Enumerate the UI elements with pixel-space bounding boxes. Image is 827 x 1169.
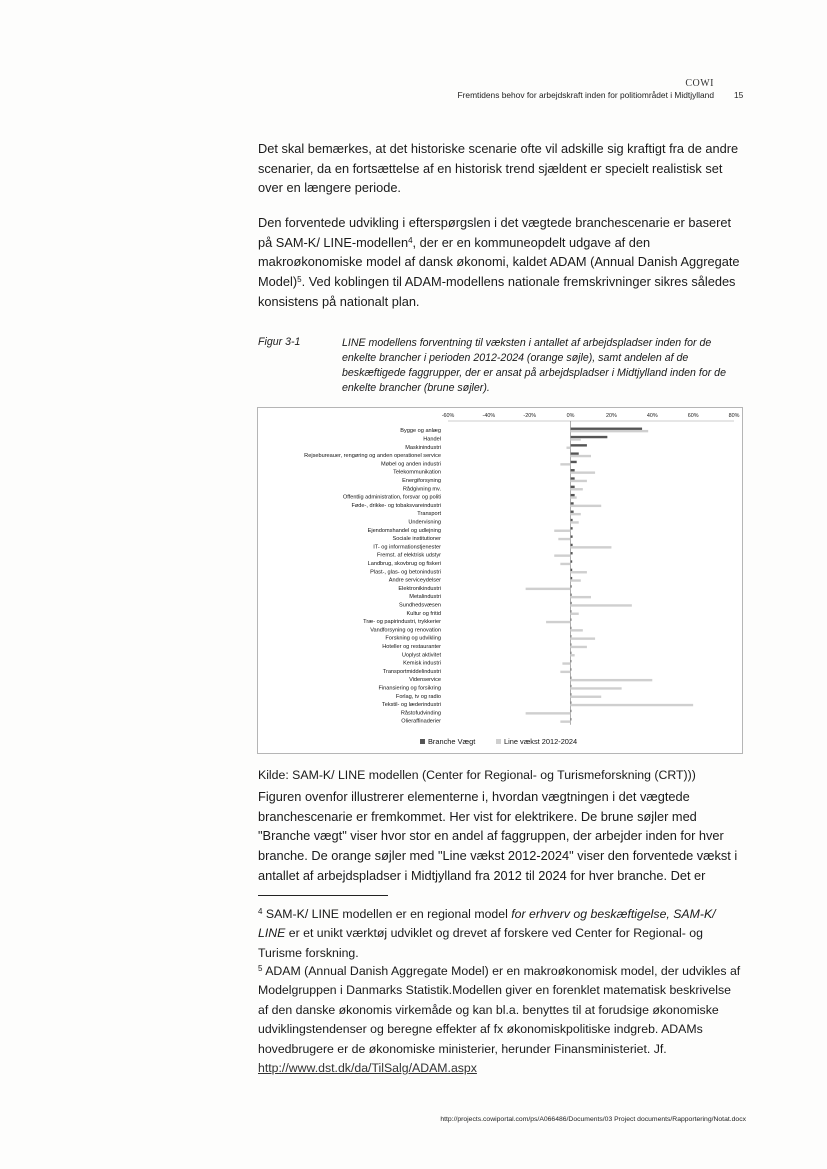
bar-line-vaekst xyxy=(571,604,632,606)
bar-branche-vaegt xyxy=(571,560,573,562)
chart-container xyxy=(257,407,743,754)
bar-line-vaekst xyxy=(571,430,649,432)
category-label: Kemisk industri xyxy=(403,660,441,667)
x-tick-label: 20% xyxy=(606,413,617,419)
bar-branche-vaegt xyxy=(571,569,573,571)
category-label: Elektronikindustri xyxy=(398,585,441,592)
bar-line-vaekst xyxy=(566,447,570,449)
footnote-ref-4[interactable]: 4 xyxy=(408,235,413,245)
bar-line-vaekst xyxy=(560,671,570,673)
category-label: Energiforsyning xyxy=(402,477,441,484)
legend-label-line-vaekst: Line vækst 2012-2024 xyxy=(504,737,578,746)
bar-branche-vaegt xyxy=(571,643,572,645)
bar-line-vaekst xyxy=(554,554,570,556)
category-label: Offentlig administration, forsvar og politi xyxy=(342,494,441,501)
footnote-text: SAM-K/ LINE modellen er en regional model xyxy=(262,907,512,921)
bar-branche-vaegt xyxy=(571,452,579,454)
category-label: Handel xyxy=(423,436,441,443)
bar-branche-vaegt xyxy=(571,544,573,546)
bar-branche-vaegt xyxy=(571,660,572,662)
footnote-divider xyxy=(258,895,388,896)
category-label: Maskinindustri xyxy=(405,444,441,451)
bar-branche-vaegt xyxy=(571,710,572,712)
bar-branche-vaegt xyxy=(571,461,577,463)
figure-number: Figur 3-1 xyxy=(258,336,301,348)
category-label: Forskning og udvikling xyxy=(385,635,441,642)
bar-branche-vaegt xyxy=(571,552,573,554)
bar-branche-vaegt xyxy=(571,486,575,488)
bar-branche-vaegt xyxy=(571,652,572,654)
category-label: Telekommunikation xyxy=(393,469,441,476)
category-label: Kultur og fritid xyxy=(406,610,441,617)
bar-branche-vaegt xyxy=(571,627,572,629)
category-label: Råstofudvinding xyxy=(400,710,441,717)
bar-line-vaekst xyxy=(571,629,583,631)
category-label: Tekstil- og læderindustri xyxy=(381,702,441,709)
bar-line-vaekst xyxy=(571,455,591,457)
category-label: Bygge og anlæg xyxy=(400,428,441,435)
bar-branche-vaegt xyxy=(571,701,572,703)
x-tick-label: 0% xyxy=(566,413,575,419)
bar-line-vaekst xyxy=(571,496,577,498)
bar-branche-vaegt xyxy=(571,519,573,521)
bar-branche-vaegt xyxy=(571,677,572,679)
category-label: Transport xyxy=(417,511,441,518)
category-label: Fremst. af elektrisk udstyr xyxy=(376,552,441,559)
bar-branche-vaegt xyxy=(571,635,572,637)
bar-branche-vaegt xyxy=(571,502,574,504)
bar-line-vaekst xyxy=(571,579,581,581)
bar-branche-vaegt xyxy=(571,718,572,720)
bar-branche-vaegt xyxy=(571,610,572,612)
category-label: Hoteller og restauranter xyxy=(382,643,441,650)
adam-link[interactable]: http://www.dst.dk/da/TilSalg/ADAM.aspx xyxy=(258,1061,477,1076)
bar-line-vaekst xyxy=(560,720,570,722)
page-number: 15 xyxy=(734,90,744,100)
bar-line-vaekst xyxy=(571,596,591,598)
bar-branche-vaegt xyxy=(571,511,574,513)
category-label: Møbel og anden industri xyxy=(380,461,441,468)
bar-branche-vaegt xyxy=(571,444,587,446)
paragraph-text: . Ved koblingen til ADAM-modellens nationale fremskrivninger sikres således konsistens på nationalt plan. xyxy=(258,274,736,309)
bar-line-vaekst xyxy=(562,662,570,664)
bar-line-vaekst xyxy=(571,571,587,573)
bar-branche-vaegt xyxy=(571,535,573,537)
category-label: Rådgivning mv. xyxy=(402,486,441,493)
category-label: Føde-, drikke- og tobaksvareindustri xyxy=(351,502,441,509)
legend-label-branche-vaegt: Branche Vægt xyxy=(428,737,476,746)
bar-line-vaekst xyxy=(571,471,596,473)
category-label: Ejendomshandel og udlejning xyxy=(367,527,441,534)
x-tick-label: -60% xyxy=(441,413,455,419)
bar-line-vaekst xyxy=(571,704,694,706)
category-label: Sundhedsvæsen xyxy=(399,602,441,609)
bar-branche-vaegt xyxy=(571,527,573,529)
bar-branche-vaegt xyxy=(571,693,572,695)
footnote-ref-5[interactable]: 5 xyxy=(297,275,302,285)
bar-line-vaekst xyxy=(571,546,612,548)
bar-line-vaekst xyxy=(560,563,570,565)
category-label: Finansiering og forsikring xyxy=(378,685,441,692)
bar-line-vaekst xyxy=(526,588,571,590)
bar-branche-vaegt xyxy=(571,477,575,479)
footer-file-path: http://projects.cowiportal.com/ps/A066486/Documents/03 Project documents/Rapportering/Notat.docx xyxy=(440,1116,746,1123)
bar-line-vaekst xyxy=(571,521,579,523)
category-label: Olieraffinaderier xyxy=(401,718,441,725)
legend-swatch-branche-vaegt xyxy=(420,739,425,744)
footnote-number: 5 xyxy=(258,964,263,973)
footnote-text: ADAM (Annual Danish Aggregate Model) er en makroøkonomisk model, der udvikles af Modelgruppen i Danmarks Statistik.Modellen giver en forenklet matematisk beskrivelse af den danske økonomis virkemåde og kan bl.a. benyttes til at forudsige økonomiske udviklingstendenser og beregne effekter af fx økonomiskpolitiske indgreb. ADAMs hovedbrugere er de økonomiske ministerier, herunder Finansministeriet. Jf. xyxy=(258,964,741,1056)
figure-caption: LINE modellens forventning til væksten i antallet af arbejdspladser inden for de enkelte brancher i perioden 2012-2024 (orange søjle), samt andelen af de beskæftigede faggrupper, der er ansat på arbejdspladser i Midtjylland inden for de enkelte brancher (brune søjler). xyxy=(342,337,726,395)
footnote-number: 4 xyxy=(258,907,263,916)
category-label: Andre serviceydelser xyxy=(388,577,441,584)
bar-line-vaekst xyxy=(526,712,571,714)
paragraph-historical-scenario: Det skal bemærkes, at det historiske scenarie ofte vil adskille sig kraftigt fra de andre scenarier, da en fortsættelse af en historisk trend sjældent er specielt realistisk set over en længere periode. xyxy=(258,141,739,196)
footnote-4 xyxy=(258,905,742,963)
bar-branche-vaegt xyxy=(571,594,572,596)
bar-branche-vaegt xyxy=(571,494,575,496)
bar-branche-vaegt xyxy=(571,585,572,587)
footnote-text: er et unikt værktøj udviklet og drevet af forskere ved Center for Regional- og Turisme forskning. xyxy=(258,926,703,960)
paragraph-text: , der er en kommuneopdelt udgave af den makroøkonomiske model af dansk økonomi, kaldet ADAM (Annual Danish Aggregate Model) xyxy=(258,234,740,290)
bar-line-vaekst xyxy=(571,646,587,648)
bar-branche-vaegt xyxy=(571,469,575,471)
bar-branche-vaegt xyxy=(571,685,572,687)
legend-swatch-line-vaekst xyxy=(496,739,501,744)
category-label: Plast-, glas- og betonindustri xyxy=(370,569,441,576)
category-label: Landbrug, skovbrug og fiskeri xyxy=(367,560,441,567)
footnote-emphasis: for erhverv og beskæftigelse, SAM-K/ LINE xyxy=(258,907,716,941)
bar-line-vaekst xyxy=(571,687,622,689)
company-logo: COWI xyxy=(685,78,714,89)
x-tick-label: -40% xyxy=(482,413,496,419)
paragraph-figure-explanation: Figuren ovenfor illustrerer elementerne i, hvordan vægtningen i det vægtede branchescenarie er fremkommet. Her vist for elektrikere. De brune søjler med "Branche vægt" viser hvor stor en andel af faggruppen, der arbejder inden for hver branche. De orange søjler med "Line vækst 2012-2024" viser den forventede vækst i antallet af arbejdspladser i Midtjylland fra 2012 til 2024 for hver branche. Det er xyxy=(258,789,738,883)
bar-line-vaekst xyxy=(560,463,570,465)
x-tick-label: 40% xyxy=(646,413,658,419)
bar-chart xyxy=(258,408,742,753)
bar-line-vaekst xyxy=(558,538,570,540)
bar-branche-vaegt xyxy=(571,668,572,670)
category-label: Undervisning xyxy=(408,519,441,526)
bar-line-vaekst xyxy=(554,530,570,532)
bar-line-vaekst xyxy=(571,679,653,681)
category-label: Rejsebureauer, rengøring og anden operationel service xyxy=(304,453,441,460)
category-label: IT- og informationstjenester xyxy=(373,544,441,551)
category-label: Transportmiddelindustri xyxy=(382,668,441,675)
category-label: Vandforsyning og renovation xyxy=(370,627,441,634)
bar-line-vaekst xyxy=(571,488,583,490)
category-label: Videnservice xyxy=(409,677,441,684)
category-label: Uoplyst aktivitet xyxy=(401,652,441,659)
paragraph-text: Den forventede udvikling i efterspørgslen i det vægtede branchescenarie er baseret på SAM-K/ LINE-modellen xyxy=(258,215,732,250)
bar-line-vaekst xyxy=(571,613,579,615)
bar-line-vaekst xyxy=(571,696,602,698)
header-title: Fremtidens behov for arbejdskraft inden for politiområdet i Midtjylland xyxy=(457,90,714,100)
category-label: Metalindustri xyxy=(409,594,441,601)
bar-line-vaekst xyxy=(571,480,587,482)
category-label: Træ- og papirindustri, trykkerier xyxy=(363,619,441,626)
bar-line-vaekst xyxy=(546,621,571,623)
bar-branche-vaegt xyxy=(571,602,572,604)
figure-source: Kilde: SAM-K/ LINE modellen (Center for Regional- og Turismeforskning (CRT))) xyxy=(258,768,696,782)
bar-branche-vaegt xyxy=(571,577,573,579)
footnote-5 xyxy=(258,962,742,1078)
bar-branche-vaegt xyxy=(571,428,643,430)
bar-branche-vaegt xyxy=(571,618,572,620)
bar-line-vaekst xyxy=(571,505,602,507)
x-tick-label: -20% xyxy=(523,413,537,419)
category-label: Sociale institutioner xyxy=(392,536,441,543)
paragraph-weighted-scenario xyxy=(258,213,742,312)
bar-line-vaekst xyxy=(571,654,575,656)
x-tick-label: 80% xyxy=(728,413,740,419)
x-tick-label: 60% xyxy=(687,413,699,419)
bar-branche-vaegt xyxy=(571,436,608,438)
category-label: Forlag, tv og radio xyxy=(395,693,441,700)
bar-line-vaekst xyxy=(571,637,596,639)
bar-line-vaekst xyxy=(571,513,581,515)
bar-line-vaekst xyxy=(571,438,581,440)
